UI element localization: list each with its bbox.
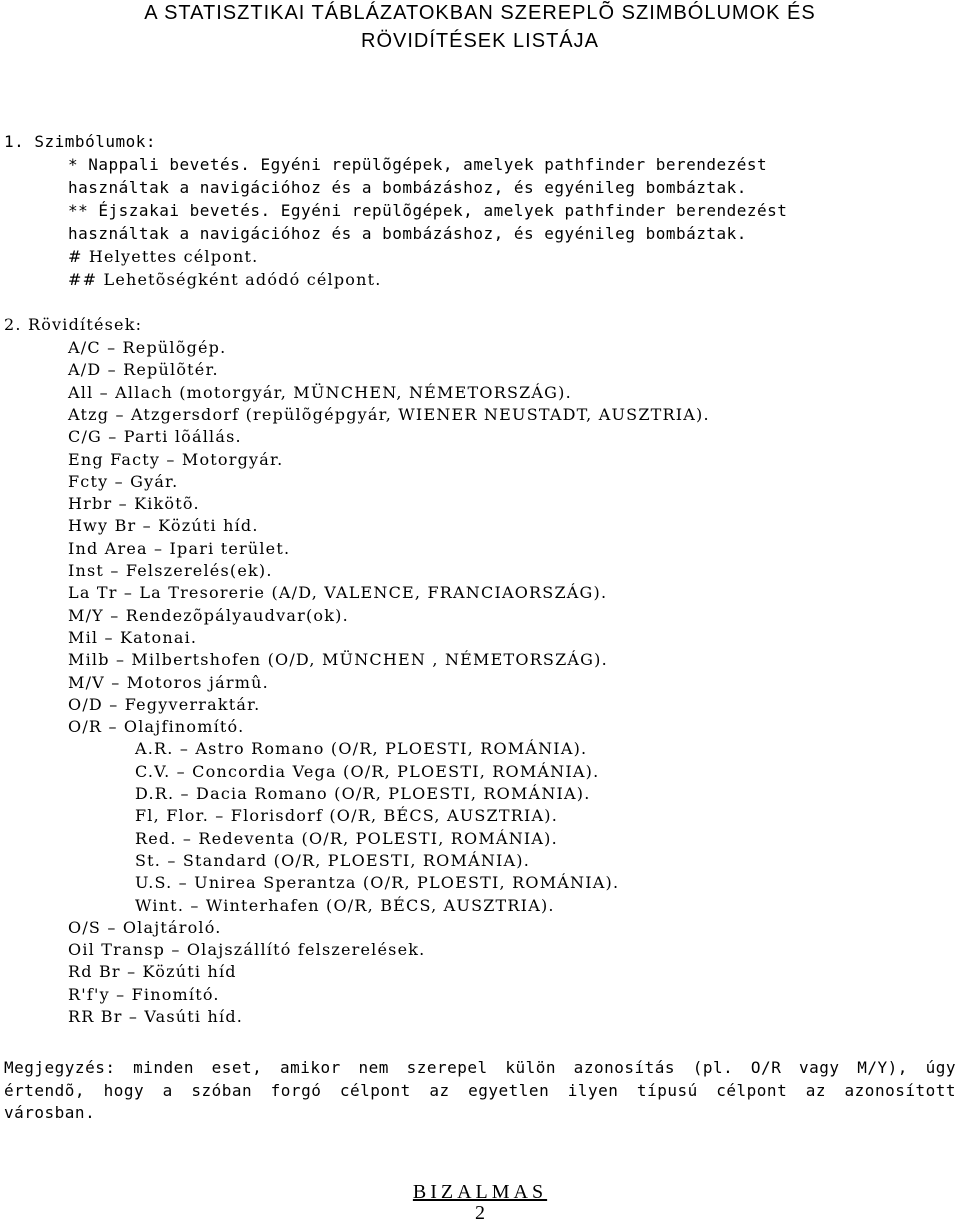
section-symbols-heading: 1. Szimbólumok: xyxy=(4,132,156,151)
abbreviation-line: U.S. – Unirea Sperantza (O/R, PLOESTI, ROMÁNIA). xyxy=(135,873,620,893)
abbreviation-line: A.R. – Astro Romano (O/R, PLOESTI, ROMÁNIA). xyxy=(135,739,588,759)
abbreviation-line: R'f'y – Finomító. xyxy=(68,984,220,1004)
abbreviation-line: A/D – Repülõtér. xyxy=(68,360,219,380)
abbreviation-line: Eng Facty – Motorgyár. xyxy=(68,449,284,469)
classification-text: BIZALMAS xyxy=(412,1181,548,1203)
abbreviation-line: Rd Br – Közúti híd xyxy=(68,962,237,982)
abbreviation-line: Hwy Br – Közúti híd. xyxy=(68,516,259,536)
symbol-line: használtak a navigációhoz és a bombázáshoz, és egyénileg bombáztak. xyxy=(68,178,747,197)
document-title-line-1: A STATISZTIKAI TÁBLÁZATOKBAN SZEREPLÕ SZIMBÓLUMOK ÉS xyxy=(144,2,816,24)
abbreviation-line: Inst – Felszerelés(ek). xyxy=(68,561,273,580)
symbol-line: használtak a navigációhoz és a bombázáshoz, és egyénileg bombáztak. xyxy=(68,224,747,243)
abbreviation-line: St. – Standard (O/R, PLOESTI, ROMÁNIA). xyxy=(135,850,531,870)
abbreviation-line: Milb – Milbertshofen (O/D, MÜNCHEN , NÉMETORSZÁG). xyxy=(68,650,608,670)
section-abbreviations-heading: 2. Rövidítések: xyxy=(4,315,143,334)
abbreviation-line: Fl, Flor. – Florisdorf (O/R, BÉCS, AUSZTRIA). xyxy=(135,806,558,826)
abbreviation-line: RR Br – Vasúti híd. xyxy=(68,1007,244,1026)
abbreviation-line: O/R – Olajfinomító. xyxy=(68,717,245,737)
symbol-line: * Nappali bevetés. Egyéni repülõgépek, amelyek pathfinder berendezést xyxy=(68,155,768,174)
abbreviation-line: Wint. – Winterhafen (O/R, BÉCS, AUSZTRIA). xyxy=(135,895,555,915)
abbreviation-line: Hrbr – Kikötõ. xyxy=(68,494,200,514)
abbreviation-line: Atzg – Atzgersdorf (repülõgépgyár, WIENER NEUSTADT, AUSZTRIA). xyxy=(68,404,710,424)
abbreviation-line: La Tr – La Tresorerie (A/D, VALENCE, FRANCIAORSZÁG). xyxy=(68,583,608,603)
abbreviation-line: M/V – Motoros jármû. xyxy=(68,672,269,692)
abbreviation-line: C/G – Parti lõállás. xyxy=(68,427,242,447)
abbreviation-line: Oil Transp – Olajszállító felszerelések. xyxy=(68,940,426,960)
symbol-line: # Helyettes célpont. xyxy=(68,247,259,266)
abbreviation-line: O/D – Fegyverraktár. xyxy=(68,694,261,714)
abbreviation-line: M/Y – Rendezõpályaudvar(ok). xyxy=(68,605,349,625)
abbreviation-line: All – Allach (motorgyár, MÜNCHEN, NÉMETORSZÁG). xyxy=(68,382,572,402)
abbreviation-line: C.V. – Concordia Vega (O/R, PLOESTI, ROMÁNIA). xyxy=(135,761,600,781)
abbreviation-line: Fcty – Gyár. xyxy=(68,471,179,491)
symbol-line: ** Éjszakai bevetés. Egyéni repülõgépek, amelyek pathfinder berendezést xyxy=(68,201,788,220)
abbreviation-line: A/C – Repülõgép. xyxy=(68,338,227,357)
abbreviation-line: O/S – Olajtároló. xyxy=(68,917,222,937)
abbreviation-line: D.R. – Dacia Romano (O/R, PLOESTI, ROMÁNIA). xyxy=(135,784,591,803)
footnote: Megjegyzés: minden eset, amikor nem szerepel külön azonosítás (pl. O/R vagy M/Y), úgy értendõ, hogy a szóban forgó célpont az egyetlen ilyen típusú célpont az azonosított városban. xyxy=(4,1058,956,1122)
symbol-line: ## Lehetõségként adódó célpont. xyxy=(68,270,382,289)
abbreviation-line: Mil – Katonai. xyxy=(68,627,198,647)
document-title-line-2: RÖVIDÍTÉSEK LISTÁJA xyxy=(361,30,599,52)
abbreviation-line: Ind Area – Ipari terület. xyxy=(68,538,291,558)
page-number: 2 xyxy=(475,1202,485,1224)
abbreviation-line: Red. – Redeventa (O/R, POLESTI, ROMÁNIA). xyxy=(135,828,558,848)
